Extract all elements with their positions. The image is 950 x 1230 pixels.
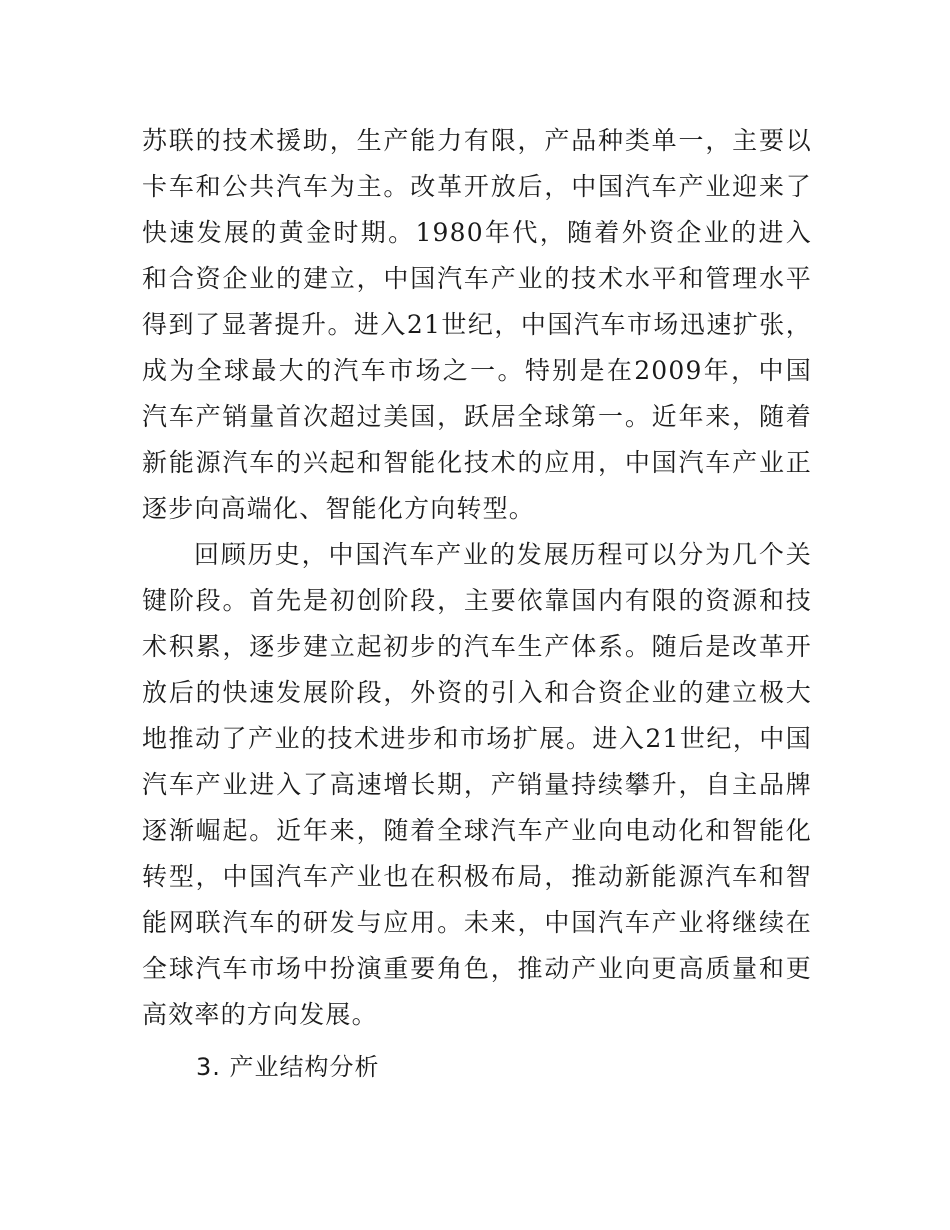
section-heading: 3. 产业结构分析 xyxy=(196,1053,380,1081)
document-body xyxy=(142,118,812,1090)
paragraph-history-continued: 苏联的技术援助，生产能力有限，产品种类单一，主要以卡车和公共汽车为主。改革开放后，中国汽车产业迎来了快速发展的黄金时期。1980年代，随着外资企业的进入和合资企业的建立，中国汽车产业的技术水平和管理水平得到了显著提升。进入21世纪，中国汽车市场迅速扩张，成为全球最大的汽车市场之一。特别是在2009年，中国汽车产销量首次超过美国，跃居全球第一。近年来，随着新能源汽车的兴起和智能化技术的应用，中国汽车产业正逐步向高端化、智能化方向转型。 xyxy=(142,126,812,523)
paragraph-history-review: 回顾历史，中国汽车产业的发展历程可以分为几个关键阶段。首先是初创阶段，主要依靠国内有限的资源和技术积累，逐步建立起初步的汽车生产体系。随后是改革开放后的快速发展阶段，外资的引入和合资企业的建立极大地推动了产业的技术进步和市场扩展。进入21世纪，中国汽车产业进入了高速增长期，产销量持续攀升，自主品牌逐渐崛起。近年来，随着全球汽车产业向电动化和智能化转型，中国汽车产业也在积极布局，推动新能源汽车和智能网联汽车的研发与应用。未来，中国汽车产业将继续在全球汽车市场中扮演重要角色，推动产业向更高质量和更高效率的方向发展。 xyxy=(142,540,812,1029)
